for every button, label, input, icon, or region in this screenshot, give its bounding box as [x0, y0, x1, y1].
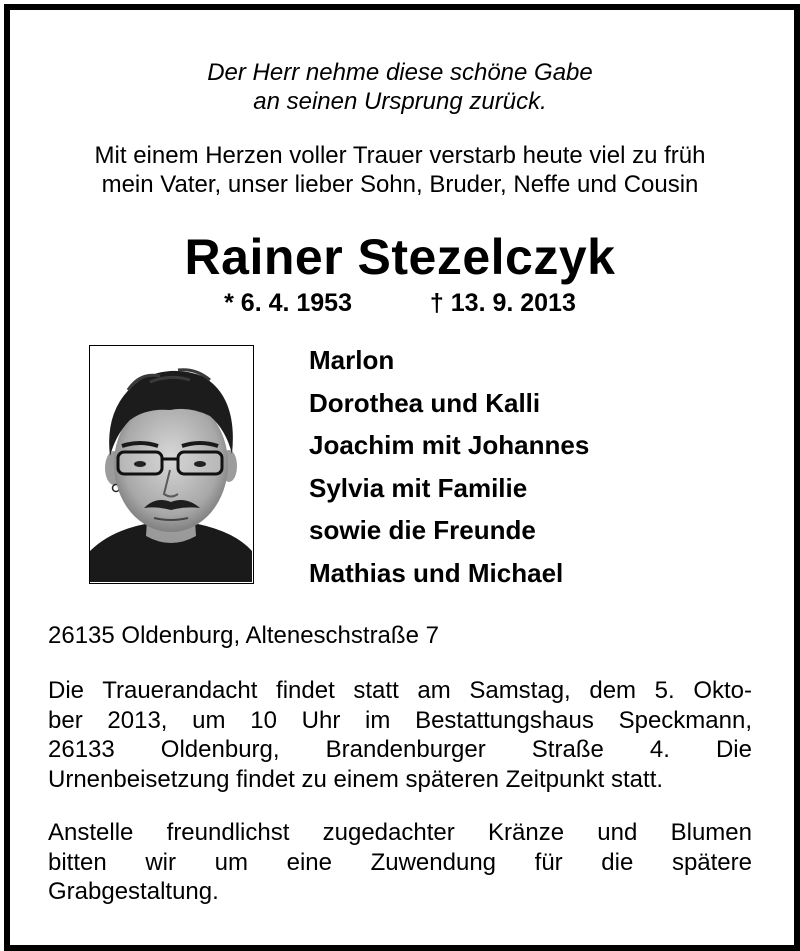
- service-line: ber 2013, um 10 Uhr im Bestattungshaus Speckmann,: [48, 706, 752, 734]
- mourner-name: Joachim mit Johannes: [309, 430, 590, 460]
- quote-line-1: Der Herr nehme diese schöne Gabe: [207, 59, 593, 86]
- request-line: Anstelle freundlichst zugedachter Kränze und Blumen: [48, 819, 752, 846]
- donation-request: [48, 818, 752, 907]
- deceased-name: Rainer Stezelczyk: [184, 229, 616, 285]
- mourners-list: [309, 339, 589, 594]
- portrait-photo: [89, 345, 254, 584]
- mourner-name: Mathias und Michael: [309, 557, 564, 588]
- request-line: Grabgestaltung.: [48, 878, 219, 905]
- intro-line-2: mein Vater, unser lieber Sohn, Bruder, Neffe und Cousin: [101, 171, 699, 198]
- mourner-name: Sylvia mit Familie: [309, 472, 528, 503]
- quote: [0, 58, 800, 116]
- service-line: Die Trauerandacht findet statt am Samstag, dem 5. Okto-: [48, 677, 752, 704]
- mourner-name: Dorothea und Kalli: [309, 387, 541, 418]
- intro-text: [0, 141, 800, 199]
- life-dates: [0, 288, 800, 318]
- service-details: [48, 676, 752, 794]
- death-date: † 13. 9. 2013: [429, 289, 576, 317]
- service-line: 26133 Oldenburg, Brandenburger Straße 4. Die: [48, 736, 752, 763]
- intro-line-1: Mit einem Herzen voller Trauer verstarb heute viel zu früh: [94, 142, 706, 169]
- birth-date: * 6. 4. 1953: [224, 289, 352, 317]
- service-line: Urnenbeisetzung findet zu einem späteren Zeitpunkt statt.: [48, 765, 664, 793]
- mourner-name: sowie die Freunde: [309, 515, 536, 545]
- family-address: 26135 Oldenburg, Alteneschstraße 7: [48, 622, 439, 649]
- request-line: bitten wir um eine Zuwendung für die spätere: [48, 848, 752, 876]
- mourner-name: Marlon: [309, 345, 395, 375]
- quote-line-2: an seinen Ursprung zurück.: [253, 88, 547, 115]
